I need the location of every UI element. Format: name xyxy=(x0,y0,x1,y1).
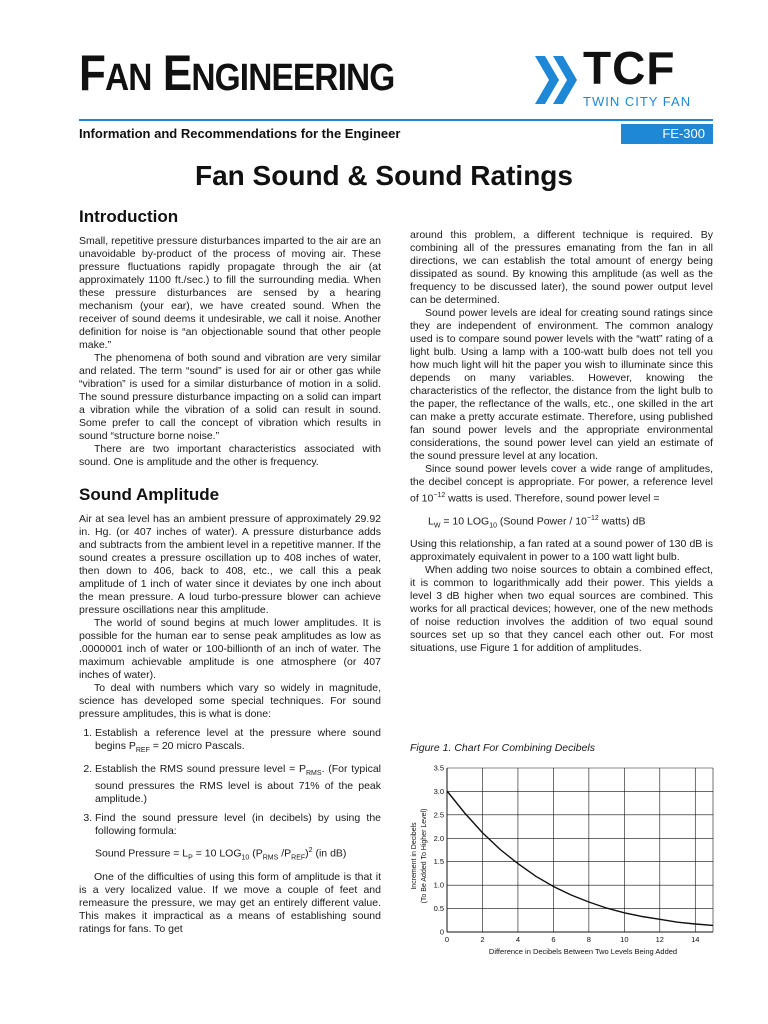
chart-y-tick-label: 2.0 xyxy=(433,833,444,843)
intro-paragraph: Small, repetitive pressure disturbances imparted to the air are an unavoidable by-product of the process of moving air. These pressure fluctuations rapidly propagate through the air (at approximately 1100 ft./sec.) to fill the surrounding media. When these pressure disturbances are sensed by a hearing mechanism (your ear), we have created sound. When the receiver of sound deems it undesirable, we call it noise. Another definition for noise is “an objectionable sound that other people make.” xyxy=(79,235,381,351)
chart-y-axis-label-2: (To Be Added To Higher Level) xyxy=(421,808,428,904)
chart-x-tick-label: 2 xyxy=(480,935,485,944)
left-column xyxy=(79,207,381,936)
chart-x-tick-label: 8 xyxy=(586,935,591,944)
right-paragraph: Sound power levels are ideal for creating sound ratings since they are independent of environment. The common analogy used is to compare sound power levels with the “watt” rating of a light bulb. Using a lamp with a 100-watt bulb does not tell you how much light will hit the paper you wish to illuminate since this depends on many variables. However, knowing the characteristics of the reflector, the distance from the light bulb to the paper, the reflectance of the walls, etc., one skilled in the art can make a pretty accurate estimate. Therefore, using published fan sound power levels and the appropriate environmental considerations, the sound power level can yield an estimate of the sound pressure level at any location. xyxy=(410,307,713,462)
chart-y-axis-label: Increment in Decibels xyxy=(411,822,418,890)
amplitude-paragraph: To deal with numbers which vary so widely in magnitude, science has developed some special techniques. For sound pressure amplitudes, this is what is done: xyxy=(79,682,381,720)
right-paragraph: Using this relationship, a fan rated at a sound power of 130 dB is approximately equivalent in power to a 100 watt light bulb. xyxy=(410,538,713,564)
header-rule xyxy=(79,119,713,121)
header-subbar xyxy=(79,124,713,144)
chart-y-tick-label: 2.5 xyxy=(433,810,444,820)
intro-paragraph: There are two important characteristics associated with sound. One is amplitude and the other is frequency. xyxy=(79,443,381,468)
chart-x-tick-label: 0 xyxy=(444,935,450,944)
amplitude-paragraph: One of the difficulties of using this form of amplitude is that it is a very localized value. If we move a couple of feet and remeasure the pressure, we may get an entirely different value. This makes it impractical as a means of establishing sound ratings for fans. To get xyxy=(79,870,381,935)
chart-series-line xyxy=(447,791,713,925)
steps-list xyxy=(79,727,381,838)
header-subtitle: Information and Recommendations for the Engineer xyxy=(79,126,401,141)
list-item: 2. Establish the RMS sound pressure level = $P_{RMS}$. (For typical sound pressures the RMS level is about 71% of the peak amplitude.) xyxy=(95,763,381,806)
page-title: Fan Sound & Sound Ratings xyxy=(195,160,573,191)
intro-heading: Introduction xyxy=(79,207,179,226)
right-paragraph: around this problem, a different technique is required. By combining all of the pressures emanating from the fan in all directions, we can establish the total amount of energy being dissipated as sound. By knowing this amplitude (as well as the frequency to be discussed later), the sound power output level can be determined. xyxy=(410,229,713,306)
right-paragraph: Since sound power levels cover a wide range of amplitudes, the decibel concept is appropriate. For power, a reference level of $10^{-12}$ watts is used. Therefore, sound power level = xyxy=(410,463,713,505)
header-title: FAN ENGINEERING xyxy=(79,45,395,101)
sound-pressure-formula: Sound Pressure = $L_P = 10$ $LOG_{10}$ ($P_{RMS}$ $/P_{REF})^2$ (in dB) xyxy=(95,847,347,862)
amplitude-heading: Sound Amplitude xyxy=(79,485,220,504)
logo-subtitle: TWIN CITY FAN xyxy=(583,94,692,109)
chart-x-axis-label: Difference in Decibels Between Two Levels Being Added xyxy=(488,947,678,956)
chart-x-tick-label: 12 xyxy=(655,935,664,944)
amplitude-paragraph: Air at sea level has an ambient pressure of approximately 29.92 in. Hg. (or 407 inches of water). A pressure disturbance adds and subtracts from the ambient level in a repetitive manner. If the sound creates a pressure oscillation up to 408 inches of water, then down to 406, back to 408, etc., we call this a peak amplitude of 1 inch of water since it deviates by one inch about the mean pressure. A loud turbo-pressure blower can achieve pressure oscillations near this amplitude. xyxy=(79,513,381,616)
sound-power-formula: $L_W = 10$ $LOG_{10}$ (Sound Power / $10^{-12}$ watts) dB xyxy=(428,514,646,530)
chart-y-tick-label: 0 xyxy=(439,927,444,937)
right-column xyxy=(410,229,713,655)
list-item: 1. Establish a reference level at the pressure where sound begins $P_{REF} = 20$ micro Pascals. xyxy=(95,727,381,757)
intro-paragraph: The phenomena of both sound and vibration are very similar and related. The term “sound” is used for air or other gas while “vibration” is used for a similar disturbance of motion in a solid. The sound pressure disturbance impacting on a solid can impart a vibration while the vibration of a solid can result in sound. Some prefer to call the concept of vibration which results in sound “structure borne noise.” xyxy=(79,352,381,442)
right-paragraph: When adding two noise sources to obtain a combined effect, it is common to logarithmically add their power. This yields a level 3 dB higher when two equal sources are combined. This works for all practical devices; however, one of the new methods of noise reduction involves the addition of two equal sound sources set up so that they cancel each other out. For most situations, use Figure 1 for addition of amplitudes. xyxy=(410,564,713,655)
chart-y-tick-label: 3.5 xyxy=(433,763,444,773)
chart-y-tick-label: 0.5 xyxy=(433,904,444,914)
chart-y-tick-label: 1.5 xyxy=(433,857,444,867)
chart-x-tick-label: 4 xyxy=(515,935,521,944)
amplitude-paragraph: The world of sound begins at much lower amplitudes. It is possible for the human ear to sense peak amplitudes as low as .0000001 inch of water or 100-billionth of an inch of water. The maximum achievable amplitude is one atmosphere (or 407 inches of water). xyxy=(79,617,381,681)
chart-x-tick-label: 6 xyxy=(551,935,556,944)
list-item: 3. Find the sound pressure level (in decibels) by using the following formula: xyxy=(95,812,381,838)
chart-x-tick-label: 14 xyxy=(691,935,700,944)
figure-caption: Figure 1. Chart For Combining Decibels xyxy=(410,742,595,754)
logo-name: TCF xyxy=(583,42,676,94)
doc-code-badge: FE-300 xyxy=(621,124,713,144)
chart-y-tick-label: 1.0 xyxy=(433,880,444,890)
chart-grid xyxy=(447,768,713,932)
chart-y-tick-label: 3.0 xyxy=(433,786,444,796)
decibel-chart xyxy=(400,760,720,960)
chart-x-tick-label: 10 xyxy=(620,935,629,944)
